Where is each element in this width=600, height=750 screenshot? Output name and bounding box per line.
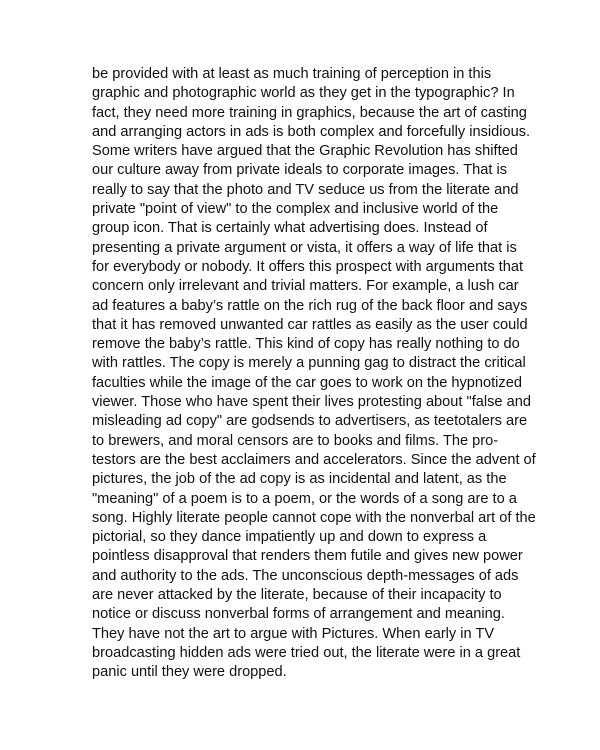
text-line: are never attacked by the literate, because of their incapacity to bbox=[92, 587, 502, 604]
text-line: our culture away from private ideals to corporate images. That is bbox=[92, 162, 508, 179]
text-line: fact, they need more training in graphics, because the art of casting bbox=[92, 104, 527, 121]
text-line: ad features a baby’s rattle on the rich rug of the back floor and says bbox=[92, 297, 528, 314]
text-line: concern only irrelevant and trivial matters. For example, a lush car bbox=[92, 278, 519, 295]
text-line: "meaning" of a poem is to a poem, or the words of a song are to a bbox=[92, 490, 517, 507]
text-line: pictures, the job of the ad copy is as incidental and latent, as the bbox=[92, 471, 507, 488]
text-line: that it has removed unwanted car rattles as easily as the user could bbox=[92, 316, 528, 333]
text-line: They have not the art to argue with Pictures. When early in TV bbox=[92, 625, 495, 642]
text-line: really to say that the photo and TV seduce us from the literate and bbox=[92, 181, 519, 198]
text-line: remove the baby’s rattle. This kind of copy has really nothing to do bbox=[92, 336, 520, 353]
text-line: viewer. Those who have spent their lives protesting about "false and bbox=[92, 394, 531, 411]
text-line: with rattles. The copy is merely a punning gag to distract the critical bbox=[92, 355, 526, 372]
text-line: be provided with at least as much training of perception in this bbox=[92, 66, 492, 82]
text-line: broadcasting hidden ads were tried out, the literate were in a great bbox=[92, 644, 521, 661]
text-line: graphic and photographic world as they get in the typographic? In bbox=[92, 85, 515, 102]
text-line: and authority to the ads. The unconscious depth-messages of ads bbox=[92, 567, 519, 584]
text-line: and arranging actors in ads is both complex and forcefully insidious. bbox=[92, 123, 531, 140]
text-line: song. Highly literate people cannot cope with the nonverbal art of the bbox=[92, 509, 536, 526]
text-line: Some writers have argued that the Graphic Revolution has shifted bbox=[92, 143, 518, 160]
text-line: pictorial, so they dance impatiently up and down to express a bbox=[92, 529, 487, 546]
text-line: panic until they were dropped. bbox=[92, 664, 287, 681]
text-line: to brewers, and moral censors are to books and films. The pro- bbox=[92, 432, 499, 449]
body-text bbox=[92, 65, 536, 683]
text-line: pointless disapproval that renders them futile and gives new power bbox=[92, 548, 523, 565]
text-line: notice or discuss nonverbal forms of arrangement and meaning. bbox=[92, 606, 505, 623]
text-line: misleading ad copy" are godsends to advertisers, as teetotalers are bbox=[92, 413, 528, 430]
text-line: faculties while the image of the car goes to work on the hypnotized bbox=[92, 374, 522, 391]
text-line: testors are the best acclaimers and accelerators. Since the advent of bbox=[92, 451, 536, 468]
text-line: for everybody or nobody. It offers this prospect with arguments that bbox=[92, 258, 524, 275]
text-line: presenting a private argument or vista, it offers a way of life that is bbox=[92, 239, 517, 256]
text-line: private "point of view" to the complex and inclusive world of the bbox=[92, 201, 499, 218]
text-line: group icon. That is certainly what advertising does. Instead of bbox=[92, 220, 488, 237]
